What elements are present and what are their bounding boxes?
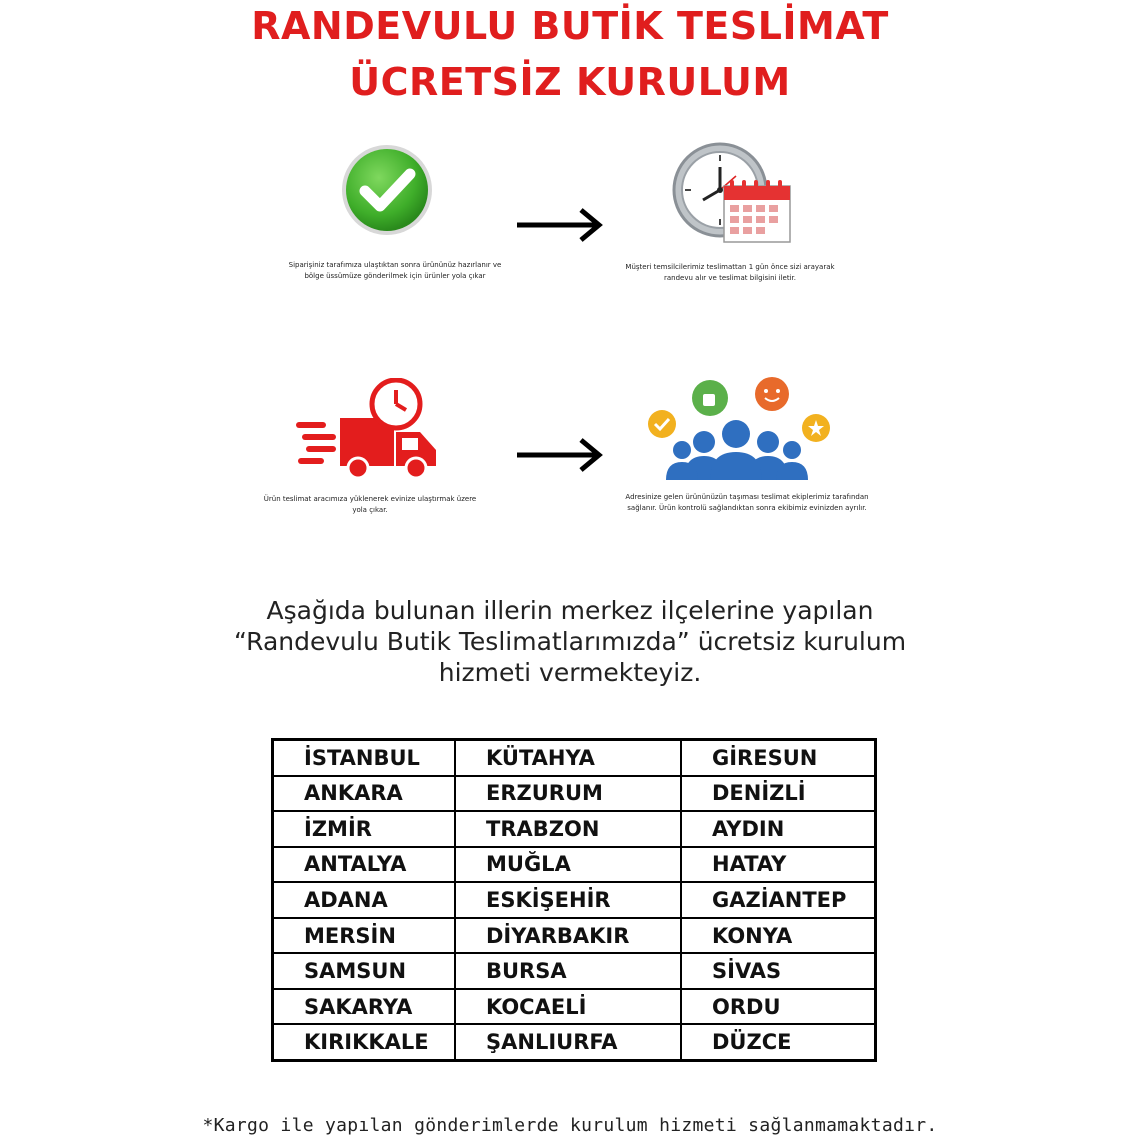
- city-cell: ŞANLIURFA: [455, 1024, 681, 1060]
- table-row: [273, 989, 876, 1025]
- happy-customers-icon: [638, 376, 836, 480]
- table-row: [273, 953, 876, 989]
- city-cell: GİRESUN: [681, 740, 876, 776]
- city-cell: MERSİN: [273, 918, 456, 954]
- city-cell: SAMSUN: [273, 953, 456, 989]
- city-cell: KÜTAHYA: [455, 740, 681, 776]
- city-cell: KONYA: [681, 918, 876, 954]
- table-row: [273, 882, 876, 918]
- table-row: [273, 847, 876, 883]
- city-cell: ERZURUM: [455, 776, 681, 812]
- check-icon: [340, 143, 434, 237]
- service-info-text: [0, 595, 1140, 688]
- city-cell: MUĞLA: [455, 847, 681, 883]
- city-cell: BURSA: [455, 953, 681, 989]
- clock-calendar-icon: [670, 140, 794, 246]
- city-cell: SİVAS: [681, 953, 876, 989]
- city-cell: DÜZCE: [681, 1024, 876, 1060]
- city-cell: ESKİŞEHİR: [455, 882, 681, 918]
- delivery-truck-icon: [296, 378, 442, 482]
- info-line-1: Aşağıda bulunan illerin merkez ilçelerine yapılan: [266, 596, 874, 625]
- step-caption-4: Adresinize gelen ürününüzün taşıması teslimat ekiplerimiz tarafından sağlanır. Ürün kontrolü sağlandıktan sonra ekibimiz evinizden ayrılır.: [625, 493, 869, 512]
- city-cell: İSTANBUL: [273, 740, 456, 776]
- table-row: [273, 740, 876, 776]
- city-cell: ANTALYA: [273, 847, 456, 883]
- step-caption-3: Ürün teslimat aracımıza yüklenerek evinize ulaştırmak üzere yola çıkar.: [263, 495, 477, 514]
- arrow-right-icon: [515, 207, 605, 247]
- step-caption-1: Siparişiniz tarafımıza ulaştıktan sonra ürününüz hazırlanır ve bölge üssümüze gönderilmek için ürünler yola çıkar: [288, 261, 502, 280]
- info-line-2: “Randevulu Butik Teslimatlarımızda” ücretsiz kurulum: [233, 627, 907, 656]
- table-row: [273, 811, 876, 847]
- title-line-2: ÜCRETSİZ KURULUM: [349, 60, 791, 104]
- city-cell: HATAY: [681, 847, 876, 883]
- city-cell: ADANA: [273, 882, 456, 918]
- table-row: [273, 918, 876, 954]
- cities-table: [271, 738, 877, 1062]
- footnote: *Kargo ile yapılan gönderimlerde kurulum hizmeti sağlanmamaktadır.: [202, 1115, 938, 1136]
- city-cell: İZMİR: [273, 811, 456, 847]
- table-row: [273, 1024, 876, 1060]
- city-cell: AYDIN: [681, 811, 876, 847]
- info-line-3: hizmeti vermekteyiz.: [438, 658, 702, 687]
- city-cell: GAZİANTEP: [681, 882, 876, 918]
- arrow-right-icon: [515, 437, 605, 477]
- city-cell: ORDU: [681, 989, 876, 1025]
- city-cell: ANKARA: [273, 776, 456, 812]
- table-row: [273, 776, 876, 812]
- city-cell: KOCAELİ: [455, 989, 681, 1025]
- city-cell: KIRIKKALE: [273, 1024, 456, 1060]
- title-line-1: RANDEVULU BUTİK TESLİMAT: [251, 4, 889, 48]
- city-cell: DİYARBAKIR: [455, 918, 681, 954]
- step-caption-2: Müşteri temsilcilerimiz teslimattan 1 gün önce sizi arayarak randevu alır ve teslimat bilgisini iletir.: [625, 263, 835, 282]
- city-cell: TRABZON: [455, 811, 681, 847]
- city-cell: DENİZLİ: [681, 776, 876, 812]
- city-cell: SAKARYA: [273, 989, 456, 1025]
